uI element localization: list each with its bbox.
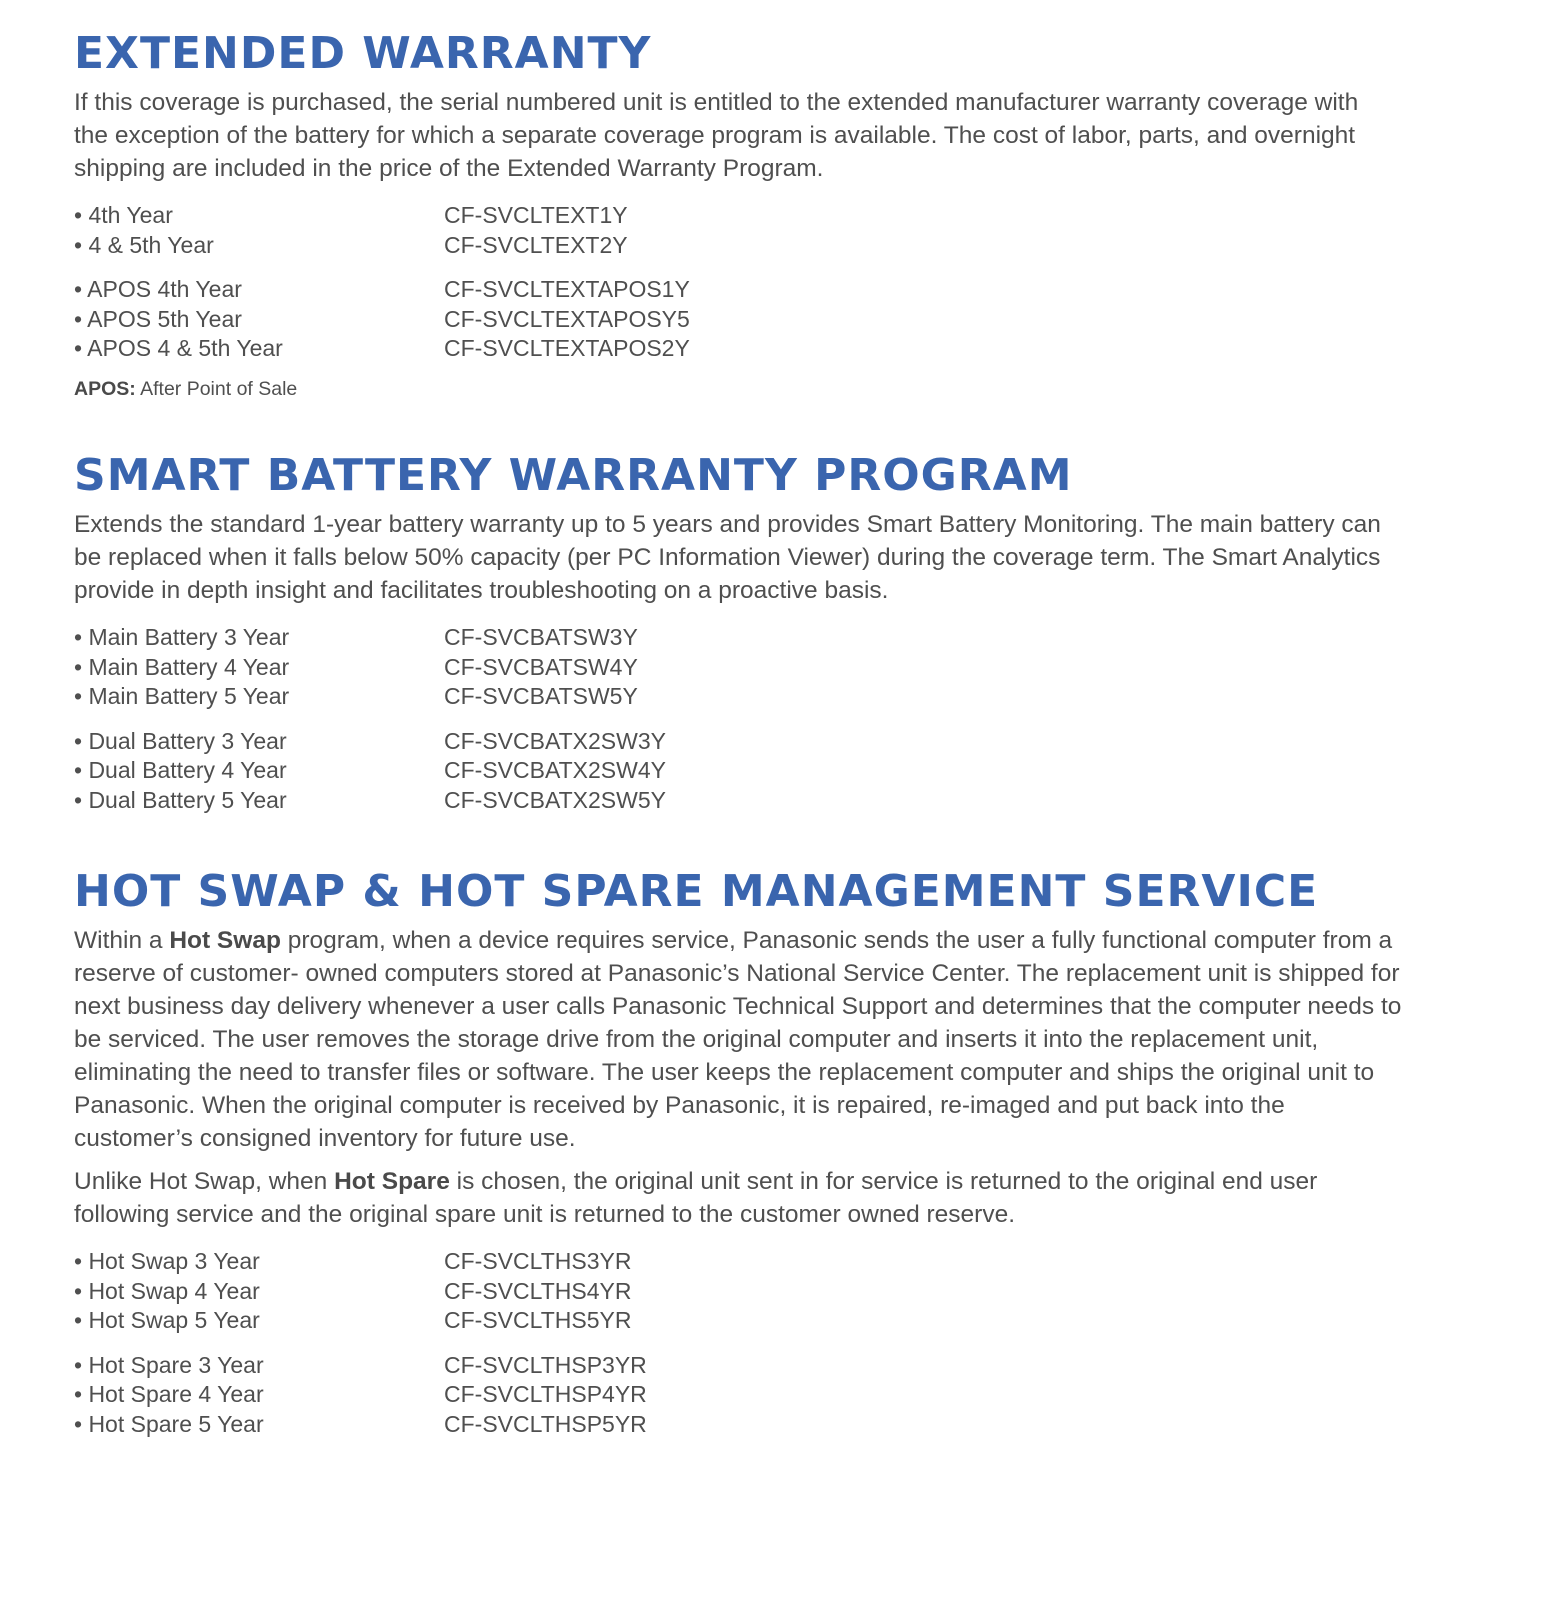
extended-warranty-list-2: [74, 275, 1514, 364]
list-item: [74, 786, 1514, 816]
extended-warranty-description: If this coverage is purchased, the serial numbered unit is entitled to the extended manufacturer warranty coverage with the exception of the battery for which a separate coverage program is available. The cost of labor, parts, and overnight shipping are included in the price of the Extended Warranty Program.: [74, 89, 1359, 182]
item-code: CF-SVCBATSW4Y: [444, 653, 638, 680]
item-code: CF-SVCLTEXTAPOS1Y: [444, 276, 690, 302]
item-code: CF-SVCLTEXT1Y: [444, 202, 628, 228]
item-code: CF-SVCLTHS4YR: [444, 1277, 632, 1304]
item-label: • 4 & 5th Year: [74, 231, 214, 258]
item-code: CF-SVCLTHSP5YR: [444, 1410, 647, 1437]
list-item: [74, 305, 1514, 335]
item-label: • Main Battery 3 Year: [74, 624, 290, 650]
item-code: CF-SVCLTEXTAPOS2Y: [444, 335, 690, 361]
apos-footnote: [74, 376, 1514, 402]
item-label: • Hot Swap 4 Year: [74, 1277, 260, 1304]
hot-spare-text: is chosen, the original unit sent in for service is returned to the original end user following service and the original spare unit is returned to the customer owned reserve.: [74, 1168, 1318, 1228]
item-label: • Hot Spare 3 Year: [74, 1351, 264, 1378]
main-battery-list: [74, 623, 1514, 712]
list-item: [74, 1277, 1514, 1307]
item-label: • Hot Spare 4 Year: [74, 1381, 264, 1407]
list-item: [74, 756, 1514, 786]
extended-warranty-list-1: [74, 201, 1514, 260]
item-label: • 4th Year: [74, 202, 173, 228]
item-label: • Dual Battery 4 Year: [74, 757, 287, 783]
hot-swap-title: HOT SWAP & HOT SPARE MANAGEMENT SERVICE: [74, 866, 1319, 917]
item-code: CF-SVCLTEXTAPOSY5: [444, 305, 690, 332]
list-item: [74, 1306, 1514, 1336]
item-code: CF-SVCBATX2SW4Y: [444, 757, 666, 783]
item-code: CF-SVCLTHS3YR: [444, 1248, 632, 1274]
item-code: CF-SVCLTHSP4YR: [444, 1381, 647, 1407]
hot-spare-description: [74, 1165, 1404, 1231]
hot-spare-term: Hot Spare: [334, 1168, 450, 1195]
list-item: [74, 231, 1514, 261]
list-item: [74, 275, 1514, 305]
hot-swap-section: [74, 866, 1514, 1439]
item-code: CF-SVCLTHS5YR: [444, 1307, 632, 1333]
extended-warranty-section: [74, 28, 1514, 402]
apos-term: APOS:: [74, 377, 136, 400]
hot-swap-text: Within a: [74, 927, 170, 954]
hot-swap-text: program, when a device requires service, Panasonic sends the user a fully functional computer from a reserve of customer- owned computers stored at Panasonic’s National Service Center. The replacement unit is shipped for next business day delivery whenever a user calls Panasonic Technical Support and determines that the computer needs to be serviced. The user removes the storage drive from the original computer and inserts it into the replacement unit, eliminating the need to transfer files or software. The user keeps the replacement computer and ships the original unit to Panasonic. When the original computer is received by Panasonic, it is repaired, re-imaged and put back into the customer’s consigned inventory for future use.: [74, 927, 1402, 1152]
item-label: • Hot Swap 3 Year: [74, 1248, 260, 1274]
hot-swap-term: Hot Swap: [169, 927, 281, 954]
item-label: • APOS 5th Year: [74, 305, 242, 332]
item-label: • Hot Swap 5 Year: [74, 1307, 260, 1333]
item-code: CF-SVCBATX2SW3Y: [444, 727, 666, 754]
item-code: CF-SVCLTEXT2Y: [444, 231, 628, 258]
item-code: CF-SVCBATSW5Y: [444, 683, 638, 709]
item-code: CF-SVCLTHSP3YR: [444, 1351, 647, 1378]
item-label: • APOS 4 & 5th Year: [74, 335, 283, 361]
item-code: CF-SVCBATX2SW5Y: [444, 786, 666, 813]
item-code: CF-SVCBATSW3Y: [444, 624, 638, 650]
dual-battery-list: [74, 727, 1514, 816]
item-label: • Dual Battery 3 Year: [74, 727, 287, 754]
apos-definition: After Point of Sale: [135, 377, 298, 400]
hot-spare-list: [74, 1351, 1514, 1440]
item-label: • Main Battery 5 Year: [74, 683, 290, 709]
list-item: [74, 623, 1514, 653]
item-label: • Dual Battery 5 Year: [74, 786, 287, 813]
list-item: [74, 1247, 1514, 1277]
list-item: [74, 201, 1514, 231]
item-label: • Main Battery 4 Year: [74, 653, 290, 680]
item-label: • APOS 4th Year: [74, 276, 242, 302]
hot-swap-description: [74, 924, 1404, 1155]
hot-spare-text: Unlike Hot Swap, when: [74, 1168, 335, 1195]
smart-battery-title: SMART BATTERY WARRANTY PROGRAM: [74, 450, 1073, 501]
smart-battery-section: [74, 450, 1514, 815]
extended-warranty-title: EXTENDED WARRANTY: [74, 28, 652, 79]
list-item: [74, 682, 1514, 712]
list-item: [74, 1380, 1514, 1410]
list-item: [74, 727, 1514, 757]
smart-battery-description: Extends the standard 1-year battery warranty up to 5 years and provides Smart Battery Monitoring. The main battery can be replaced when it falls below 50% capacity (per PC Information Viewer) during the coverage term. The Smart Analytics provide in depth insight and facilitates troubleshooting on a proactive basis.: [74, 511, 1381, 604]
list-item: [74, 1351, 1514, 1381]
item-label: • Hot Spare 5 Year: [74, 1410, 264, 1437]
list-item: [74, 334, 1514, 364]
list-item: [74, 653, 1514, 683]
hot-swap-list: [74, 1247, 1514, 1336]
list-item: [74, 1410, 1514, 1440]
